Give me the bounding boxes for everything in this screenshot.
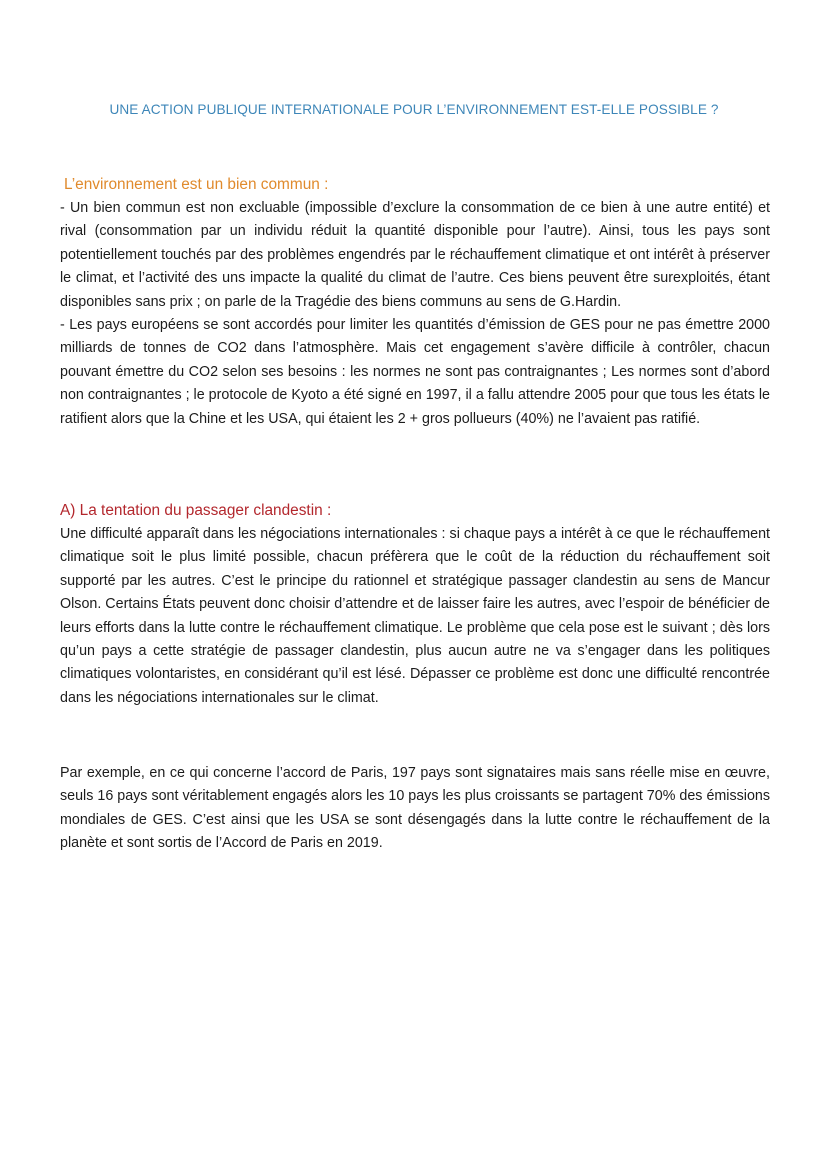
section-exemple — [60, 762, 770, 856]
paragraph: - Les pays européens se sont accordés pour limiter les quantités d’émission de GES pour ne pas émettre 2000 milliards de tonnes de CO2 dans l’atmosphère. Mais cet engagement s’avère difficile à contrôler, chacun pouvant émettre du CO2 selon ses besoins : les normes ne sont pas contraignantes ; Les normes sont d’abord non contraignantes ; le protocole de Kyoto a été signé en 1997, il a fallu attendre 2005 pour que tous les états le ratifient alors que la Chine et les USA, qui étaient les 2 + gros pollueurs (40%) ne l’avaient pas ratifié. — [60, 317, 770, 427]
section-passager-clandestin — [60, 501, 770, 710]
section-heading: L’environnement est un bien commun : — [64, 176, 329, 193]
document-title: UNE ACTION PUBLIQUE INTERNATIONALE POUR L’ENVIRONNEMENT EST-ELLE POSSIBLE ? — [109, 102, 719, 117]
paragraph: - Un bien commun est non excluable (impossible d’exclure la consommation de ce bien à une autre entité) et rival (consommation par un individu réduit la quantité disponible pour l’autre). Ainsi, tous les pays sont potentiellement touchés par des problèmes engendrés par le réchauffement climatique et ont intérêt à préserver le climat, et l’activité des uns impacte la qualité du climat de l’autre. Ces biens peuvent être surexploités, étant disponibles sans prix ; on parle de la Tragédie des biens communs au sens de G.Hardin. — [60, 200, 770, 310]
section-bien-commun — [60, 175, 770, 431]
section-heading: A) La tentation du passager clandestin : — [60, 502, 332, 519]
paragraph: Une difficulté apparaît dans les négociations internationales : si chaque pays a intérêt à ce que le réchauffement climatique soit le plus limité possible, chacun préfèrera que le coût de la réduction du réchauffement soit supporté par les autres. C’est le principe du rationnel et stratégique passager clandestin au sens de Mancur Olson. Certains États peuvent donc choisir d’attendre et de laisser faire les autres, avec l’espoir de bénéficier de leurs efforts dans la lutte contre le réchauffement climatique. Le problème que cela pose est le suivant ; dès lors qu’un pays a cette stratégie de passager clandestin, plus aucun autre ne va s’engager dans les politiques climatiques volontaristes, en considérant qu’il est lésé. Dépasser ce problème est donc une difficulté rencontrée dans les négociations internationales sur le climat. — [60, 526, 770, 706]
paragraph: Par exemple, en ce qui concerne l’accord de Paris, 197 pays sont signataires mais sans réelle mise en œuvre, seuls 16 pays sont véritablement engagés alors les 10 pays les plus croissants se partagent 70% des émissions mondiales de GES. C’est ainsi que les USA se sont désengagés dans la lutte contre le réchauffement de la planète et sont sortis de l’Accord de Paris en 2019. — [60, 765, 770, 852]
